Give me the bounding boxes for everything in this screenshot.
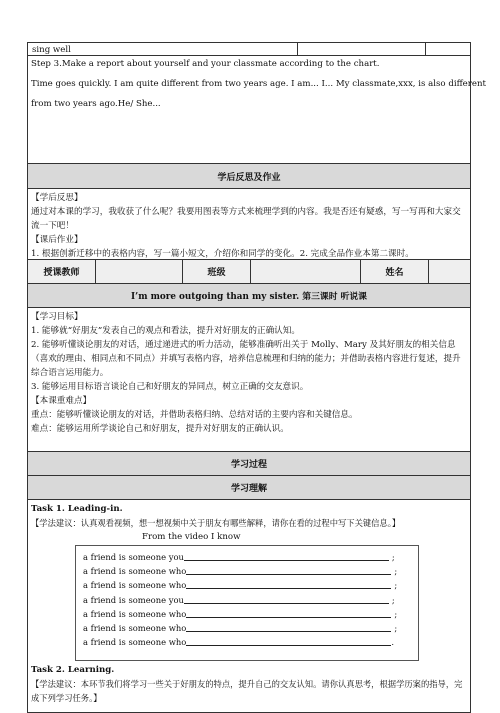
fill-in-prompt: a friend is someone who <box>83 566 187 577</box>
video-heading: From the video I know <box>142 532 241 542</box>
lesson-title: I’m more outgoing than my sister. 第三课时 听说课 <box>27 284 471 308</box>
fill-in-line <box>83 607 418 621</box>
reflection-section <box>27 189 471 260</box>
name-label: 姓名 <box>361 260 429 283</box>
answer-blank[interactable] <box>186 621 391 632</box>
fill-in-prompt: a friend is someone who <box>83 580 187 591</box>
fill-in-line <box>83 550 418 564</box>
fill-in-prompt: a friend is someone who <box>83 637 187 648</box>
line-end-punct: ; <box>394 580 398 591</box>
reflection-label: 【学后反思】 <box>31 193 83 203</box>
task2-title: Task 2. Learning. <box>31 665 115 675</box>
line-end-punct: ; <box>391 552 395 562</box>
line-end-punct: ; <box>394 623 398 634</box>
answer-blank[interactable] <box>186 635 391 646</box>
fill-in-prompt: a friend is someone you <box>83 594 184 605</box>
process-header: 学习过程 <box>27 452 471 476</box>
fill-in-line <box>83 564 418 578</box>
class-value[interactable] <box>251 260 361 283</box>
reflection-text: 通过对本课的学习，我收获了什么呢？我要用图表等方式来梳理学到的内容。我是否还有疑惑，写一写再和大家交流一下吧！ <box>31 207 461 231</box>
goal-item: 2. 能够听懂谈论朋友的对话，通过递进式的听力活动，能够准确听出关于 Molly、Mary 及其好朋友的相关信息（喜欢的理由、相同点和不同点）并填写表格内容，培养信息梳理和归纳的能力；并借助表格内容进行复述，提升综合语言运用能力。 <box>31 340 461 378</box>
fill-in-prompt: a friend is someone who <box>83 623 187 634</box>
answer-blank[interactable] <box>186 607 391 618</box>
answer-blank[interactable] <box>184 550 389 561</box>
line-end-punct: ; <box>394 566 398 577</box>
top-row <box>27 42 471 56</box>
fill-in-line <box>83 578 418 592</box>
line-end-punct: ; <box>394 608 398 619</box>
step3-line2: Time goes quickly. I am quite different from two years age. I am... I... My classmate,xxx, is also different <box>31 79 486 89</box>
homework-text: 1. 根据创新迁移中的表格内容，写一篇小短文，介绍你和同学的变化。2. 完成全品作业本第二课时。 <box>31 249 414 259</box>
video-notes-box <box>75 545 419 661</box>
task2-advice: 【学法建议：本环节我们将学习一些关于好朋友的特点，提升自己的交友认知。请你认真思考，根据学历案的指导，完成下列学习任务。】 <box>31 679 463 703</box>
fill-in-prompt: a friend is someone you <box>83 552 184 562</box>
task-section <box>27 500 471 713</box>
goals-section <box>27 308 471 452</box>
fill-in-line <box>83 621 418 635</box>
homework-label: 【课后作业】 <box>31 235 83 245</box>
task1-title: Task 1. Leading-in. <box>31 504 123 514</box>
step3-line3: from two years ago.He/ She... <box>31 99 161 109</box>
key-point: 重点：能够听懂谈论朋友的对话，并借助表格归纳、总结对话的主要内容和关键信息。 <box>31 410 358 420</box>
step3-line1: Step 3.Make a report about yourself and your classmate according to the chart. <box>31 59 380 69</box>
fill-in-prompt: a friend is someone who <box>83 608 187 619</box>
class-label: 班级 <box>183 260 251 283</box>
line-end-punct: ; <box>391 594 395 605</box>
key-points-label: 【本课重难点】 <box>31 396 92 406</box>
understanding-header: 学习理解 <box>27 476 471 500</box>
goal-item: 1. 能够就“好朋友”发表自己的观点和看法，提升对好朋友的正确认知。 <box>31 326 300 336</box>
answer-blank[interactable] <box>186 578 391 589</box>
goal-item: 3. 能够运用目标语言谈论自己和好朋友的异同点，树立正确的交友意识。 <box>31 382 309 392</box>
worksheet <box>27 42 486 713</box>
teacher-value[interactable] <box>96 260 183 283</box>
goals-label: 【学习目标】 <box>31 312 83 322</box>
difficult-point: 难点：能够运用所学谈论自己和好朋友，提升对好朋友的正确认识。 <box>31 424 289 434</box>
fill-in-line <box>83 593 418 607</box>
task1-advice: 【学法建议：认真观看视频，想一想视频中关于朋友有哪些解释，请你在看的过程中写下关键信息。】 <box>31 518 401 528</box>
line-end-punct: . <box>391 637 395 648</box>
teacher-label: 授课教师 <box>28 260 96 283</box>
answer-blank[interactable] <box>186 564 391 575</box>
name-value[interactable] <box>429 260 470 283</box>
reflection-header: 学后反思及作业 <box>27 164 471 189</box>
answer-blank[interactable] <box>184 593 389 604</box>
top-row-text: sing well <box>28 43 298 55</box>
teacher-row <box>27 260 471 284</box>
step3-section <box>27 56 486 164</box>
fill-in-line <box>83 635 418 649</box>
